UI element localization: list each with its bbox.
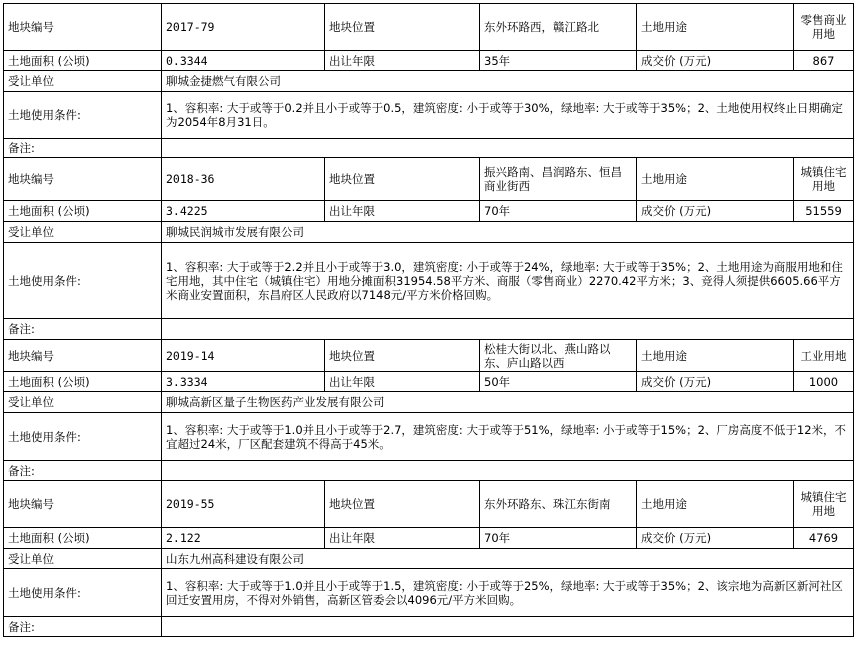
conditions-label: 土地使用条件: [4, 569, 162, 617]
price-label: 成交价 (万元) [637, 201, 794, 222]
usage-value: 零售商业用地 [794, 4, 854, 51]
grantee-value: 聊城金捷燃气有限公司 [162, 71, 854, 92]
area-label: 土地面积 (公顷) [4, 372, 162, 392]
plot-row [4, 4, 854, 51]
grantee-row [4, 392, 854, 413]
location-value: 振兴路南、昌润路东、恒昌商业街西 [480, 158, 637, 201]
conditions-value: 1、容积率: 大于或等于2.2并且小于或等于3.0，建筑密度: 小于或等于24%，绿地率: 大于或等于35%；2、土地用途为商服用地和住宅用地，其中住宅（城镇住宅）用地分摊面积31954.58平方米、商服（零售商业）2270.42平方米；3、竞得人须提供6605.66平方米商业安置面积，东昌府区人民政府以7148元/平方米价格回购。 [162, 243, 854, 319]
grantee-value: 山东九州高科建设有限公司 [162, 549, 854, 569]
term-label: 出让年限 [325, 372, 480, 392]
area-row [4, 201, 854, 222]
land-transaction-table [3, 3, 854, 637]
conditions-value: 1、容积率: 大于或等于0.2并且小于或等于0.5，建筑密度: 小于或等于30%，绿地率: 大于或等于35%；2、土地使用权终止日期确定为2054年8月31日。 [162, 92, 854, 139]
usage-value: 城镇住宅用地 [794, 481, 854, 528]
usage-label: 土地用途 [637, 158, 794, 201]
conditions-label: 土地使用条件: [4, 92, 162, 139]
area-row [4, 372, 854, 392]
remarks-value [162, 319, 854, 340]
conditions-label: 土地使用条件: [4, 243, 162, 319]
term-value: 70年 [480, 528, 637, 549]
price-value: 867 [794, 51, 854, 71]
remarks-label: 备注: [4, 319, 162, 340]
area-value: 3.3334 [162, 372, 325, 392]
remarks-label: 备注: [4, 617, 162, 637]
plot-row [4, 481, 854, 528]
grantee-label: 受让单位 [4, 71, 162, 92]
term-value: 35年 [480, 51, 637, 71]
remarks-value [162, 139, 854, 158]
grantee-row [4, 71, 854, 92]
area-label: 土地面积 (公顷) [4, 201, 162, 222]
location-value: 松桂大街以北、燕山路以东、庐山路以西 [480, 340, 637, 372]
conditions-label: 土地使用条件: [4, 413, 162, 461]
plot-no-value: 2018-36 [162, 158, 325, 201]
area-value: 3.4225 [162, 201, 325, 222]
area-label: 土地面积 (公顷) [4, 51, 162, 71]
location-label: 地块位置 [325, 481, 480, 528]
conditions-value: 1、容积率: 大于或等于1.0并且小于或等于1.5，建筑密度: 小于或等于25%，绿地率: 大于或等于35%；2、该宗地为高新区新河社区回迁安置用房，不得对外销售，高新区管委会以4096元/平方米回购。 [162, 569, 854, 617]
plot-no-value: 2017-79 [162, 4, 325, 51]
price-label: 成交价 (万元) [637, 51, 794, 71]
grantee-label: 受让单位 [4, 549, 162, 569]
term-value: 70年 [480, 201, 637, 222]
remarks-row [4, 319, 854, 340]
conditions-row [4, 413, 854, 461]
grantee-value: 聊城民润城市发展有限公司 [162, 222, 854, 243]
remarks-value [162, 461, 854, 481]
grantee-value: 聊城高新区量子生物医药产业发展有限公司 [162, 392, 854, 413]
plot-no-label: 地块编号 [4, 481, 162, 528]
price-label: 成交价 (万元) [637, 528, 794, 549]
remarks-label: 备注: [4, 461, 162, 481]
area-value: 2.122 [162, 528, 325, 549]
term-label: 出让年限 [325, 528, 480, 549]
usage-label: 土地用途 [637, 340, 794, 372]
plot-no-label: 地块编号 [4, 340, 162, 372]
conditions-value: 1、容积率: 大于或等于1.0并且小于或等于2.7，建筑密度: 大于或等于51%，绿地率: 小于或等于15%；2、厂房高度不低于12米，不宜超过24米，厂区配套建筑不得高于45米。 [162, 413, 854, 461]
area-row [4, 528, 854, 549]
grantee-row [4, 222, 854, 243]
price-value: 51559 [794, 201, 854, 222]
usage-label: 土地用途 [637, 481, 794, 528]
plot-row [4, 158, 854, 201]
plot-no-label: 地块编号 [4, 4, 162, 51]
location-label: 地块位置 [325, 4, 480, 51]
grantee-row [4, 549, 854, 569]
conditions-row [4, 243, 854, 319]
area-row [4, 51, 854, 71]
area-value: 0.3344 [162, 51, 325, 71]
remarks-value [162, 617, 854, 637]
remarks-label: 备注: [4, 139, 162, 158]
location-label: 地块位置 [325, 340, 480, 372]
term-label: 出让年限 [325, 51, 480, 71]
location-value: 东外环路东、珠江东街南 [480, 481, 637, 528]
area-label: 土地面积 (公顷) [4, 528, 162, 549]
plot-no-value: 2019-14 [162, 340, 325, 372]
conditions-row [4, 569, 854, 617]
location-label: 地块位置 [325, 158, 480, 201]
price-label: 成交价 (万元) [637, 372, 794, 392]
price-value: 4769 [794, 528, 854, 549]
remarks-row [4, 461, 854, 481]
location-value: 东外环路西，赣江路北 [480, 4, 637, 51]
plot-row [4, 340, 854, 372]
grantee-label: 受让单位 [4, 392, 162, 413]
plot-no-label: 地块编号 [4, 158, 162, 201]
usage-label: 土地用途 [637, 4, 794, 51]
conditions-row [4, 92, 854, 139]
remarks-row [4, 139, 854, 158]
remarks-row [4, 617, 854, 637]
usage-value: 城镇住宅用地 [794, 158, 854, 201]
price-value: 1000 [794, 372, 854, 392]
usage-value: 工业用地 [794, 340, 854, 372]
term-label: 出让年限 [325, 201, 480, 222]
plot-no-value: 2019-55 [162, 481, 325, 528]
term-value: 50年 [480, 372, 637, 392]
grantee-label: 受让单位 [4, 222, 162, 243]
